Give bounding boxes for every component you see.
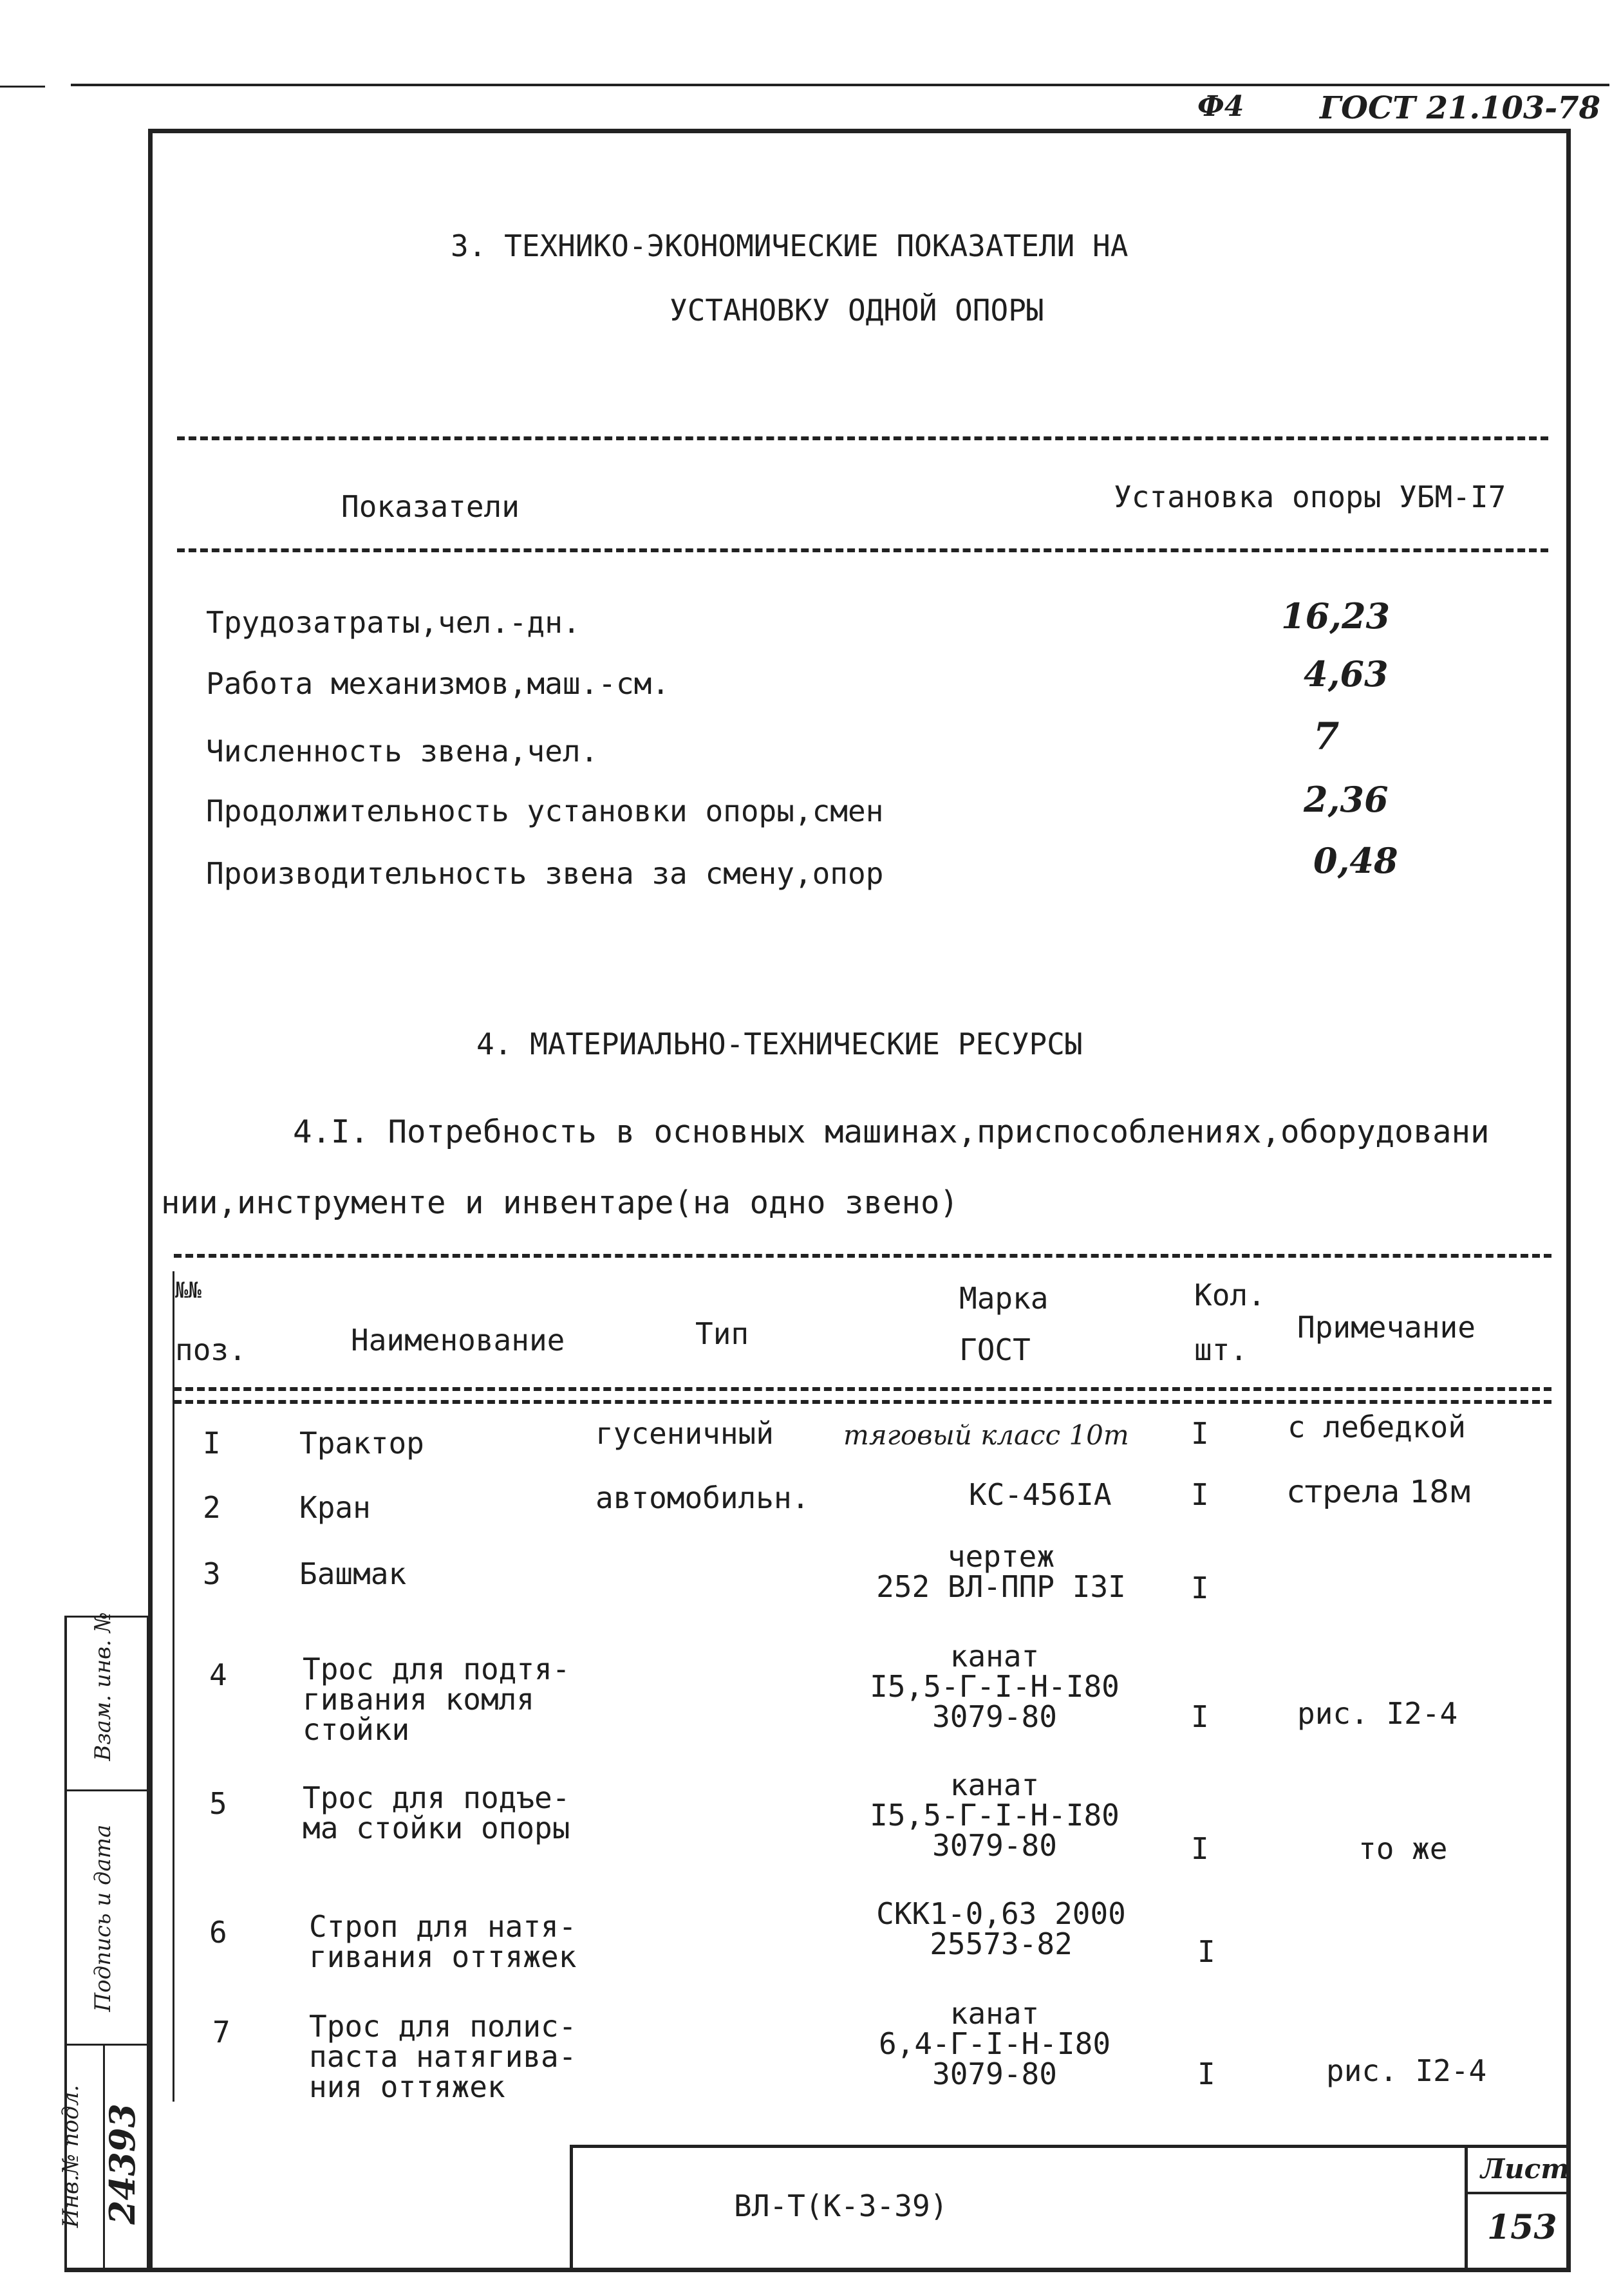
- col-qty-header-line2: шт.: [1194, 1332, 1248, 1367]
- top-rule: [0, 86, 45, 88]
- section3-title-line2: УСТАНОВКУ ОДНОЙ ОПОРЫ: [670, 293, 1044, 328]
- top-rule-long: [71, 84, 1609, 86]
- section4-paragraph-line2: нии,инструменте и инвентаре(на одно звено): [161, 1184, 959, 1221]
- stamp-left: [570, 2145, 573, 2270]
- table-body-line: [174, 1400, 1551, 1404]
- row-type: гусеничный: [595, 1416, 774, 1451]
- col-num-header-line1: №№: [175, 1278, 202, 1303]
- margin-box-right: [147, 1616, 149, 2269]
- row-note: рис. I2-4: [1326, 2053, 1487, 2088]
- row-name: Трос для подъе- ма стойки опоры: [303, 1780, 570, 1845]
- row-name: Трактор: [299, 1426, 424, 1461]
- frame-top: [148, 129, 1571, 133]
- format-mark: Ф4: [1197, 90, 1244, 123]
- row-qty: I: [1197, 1934, 1215, 1969]
- indicators-header: Показатели: [341, 489, 520, 524]
- col-mark-header-line2: ГОСТ: [959, 1332, 1031, 1367]
- stamp-divider: [1465, 2145, 1468, 2270]
- section4-paragraph-line1: 4.I. Потребность в основных машинах,приспособлениях,оборудовани: [293, 1114, 1490, 1150]
- col-qty-header-line1: Кол.: [1194, 1278, 1266, 1312]
- indicator-value: 0,48: [1313, 840, 1398, 881]
- row-num: 2: [203, 1490, 221, 1525]
- row-qty: I: [1191, 1477, 1209, 1512]
- stamp-sheet-divider: [1467, 2192, 1570, 2194]
- row-name: Трос для полис- паста натягива- ния оттяжек: [309, 2009, 577, 2104]
- row-num: 7: [212, 2015, 230, 2049]
- indicator-label: Производительность звена за смену,опор: [206, 856, 884, 891]
- row-num: 4: [209, 1657, 227, 1692]
- row-qty: I: [1191, 1831, 1209, 1866]
- row-mark: КС-456IА: [969, 1477, 1112, 1512]
- col-type-header: Тип: [695, 1316, 749, 1351]
- row-note: с лебедкой: [1288, 1410, 1466, 1444]
- sign-date-label: Подпись и дата: [90, 1824, 116, 2012]
- replace-inv-label: Взам. инв. №: [90, 1612, 116, 1761]
- indicator-label: Продолжительность установки опоры,смен: [206, 794, 884, 828]
- row-name: Кран: [299, 1490, 371, 1525]
- row-mark: канат I5,5-Г-I-Н-I80 3079-80: [870, 1768, 1120, 1863]
- row-qty: I: [1191, 1416, 1209, 1451]
- row-num: 6: [209, 1915, 227, 1950]
- frame-right: [1566, 129, 1571, 2272]
- table-top-line: [174, 1254, 1551, 1258]
- row-note: рис. I2-4: [1297, 1696, 1458, 1731]
- col-name-header: Наименование: [351, 1323, 565, 1358]
- row-num: I: [203, 1426, 221, 1461]
- row-num: 3: [203, 1556, 221, 1591]
- document-code: ВЛ-Т(К-3-39): [734, 2189, 948, 2223]
- row-num: 5: [209, 1786, 227, 1821]
- col-mark-header-line1: Марка: [959, 1281, 1049, 1316]
- table-left-border: [173, 1271, 174, 2102]
- row-mark: тяговый класс 10т: [843, 1419, 1129, 1451]
- inv-original-label: Инв.№ подл.: [58, 2085, 84, 2228]
- col-num-header-line2: поз.: [175, 1332, 247, 1367]
- row-name: Трос для подтя- гивания комля стойки: [303, 1652, 570, 1747]
- indicator-label: Трудозатраты,чел.-дн.: [206, 605, 581, 640]
- row-note: то же: [1358, 1831, 1448, 1866]
- row-qty: I: [1191, 1699, 1209, 1734]
- row-mark: канат 6,4-Г-I-Н-I80 3079-80: [878, 1996, 1111, 2091]
- frame-bottom: [64, 2268, 1571, 2272]
- indicator-value: 16,23: [1281, 595, 1391, 637]
- margin-sep: [64, 1789, 148, 1791]
- divider: [177, 548, 1548, 552]
- indicator-value: 7: [1313, 714, 1340, 758]
- standard-code: ГОСТ 21.103-78: [1320, 90, 1601, 126]
- divider: [177, 436, 1548, 440]
- indicator-label: Численность звена,чел.: [206, 734, 599, 769]
- stamp-top: [570, 2145, 1571, 2148]
- row-type: автомобильн.: [595, 1480, 810, 1515]
- row-note: стрела 18м: [1288, 1474, 1472, 1510]
- sheet-number: 153: [1487, 2208, 1557, 2247]
- section4-title: 4. МАТЕРИАЛЬНО-ТЕХНИЧЕСКИЕ РЕСУРСЫ: [476, 1027, 1083, 1061]
- row-name: Строп для натя- гивания оттяжек: [309, 1909, 577, 1974]
- row-qty: I: [1197, 2057, 1215, 2091]
- indicator-label: Работа механизмов,маш.-см.: [206, 666, 670, 701]
- table-header-line: [174, 1387, 1551, 1391]
- indicator-value: 2,36: [1304, 779, 1389, 820]
- sheet-label: Лист: [1481, 2153, 1570, 2185]
- value-header: Установка опоры УБМ-I7: [1114, 480, 1506, 514]
- row-mark: канат I5,5-Г-I-Н-I80 3079-80: [870, 1639, 1120, 1734]
- row-mark: СКК1-0,63 2000 25573-82: [876, 1896, 1126, 1961]
- indicator-value: 4,63: [1304, 653, 1389, 695]
- col-note-header: Примечание: [1297, 1310, 1476, 1345]
- row-mark: чертеж 252 ВЛ-ППР I3I: [876, 1539, 1126, 1604]
- row-qty: I: [1191, 1571, 1209, 1605]
- row-name: Башмак: [299, 1556, 407, 1591]
- section3-title-line1: 3. ТЕХНИКО-ЭКОНОМИЧЕСКИЕ ПОКАЗАТЕЛИ НА: [451, 229, 1129, 263]
- inv-original-number: 24393: [102, 2104, 143, 2225]
